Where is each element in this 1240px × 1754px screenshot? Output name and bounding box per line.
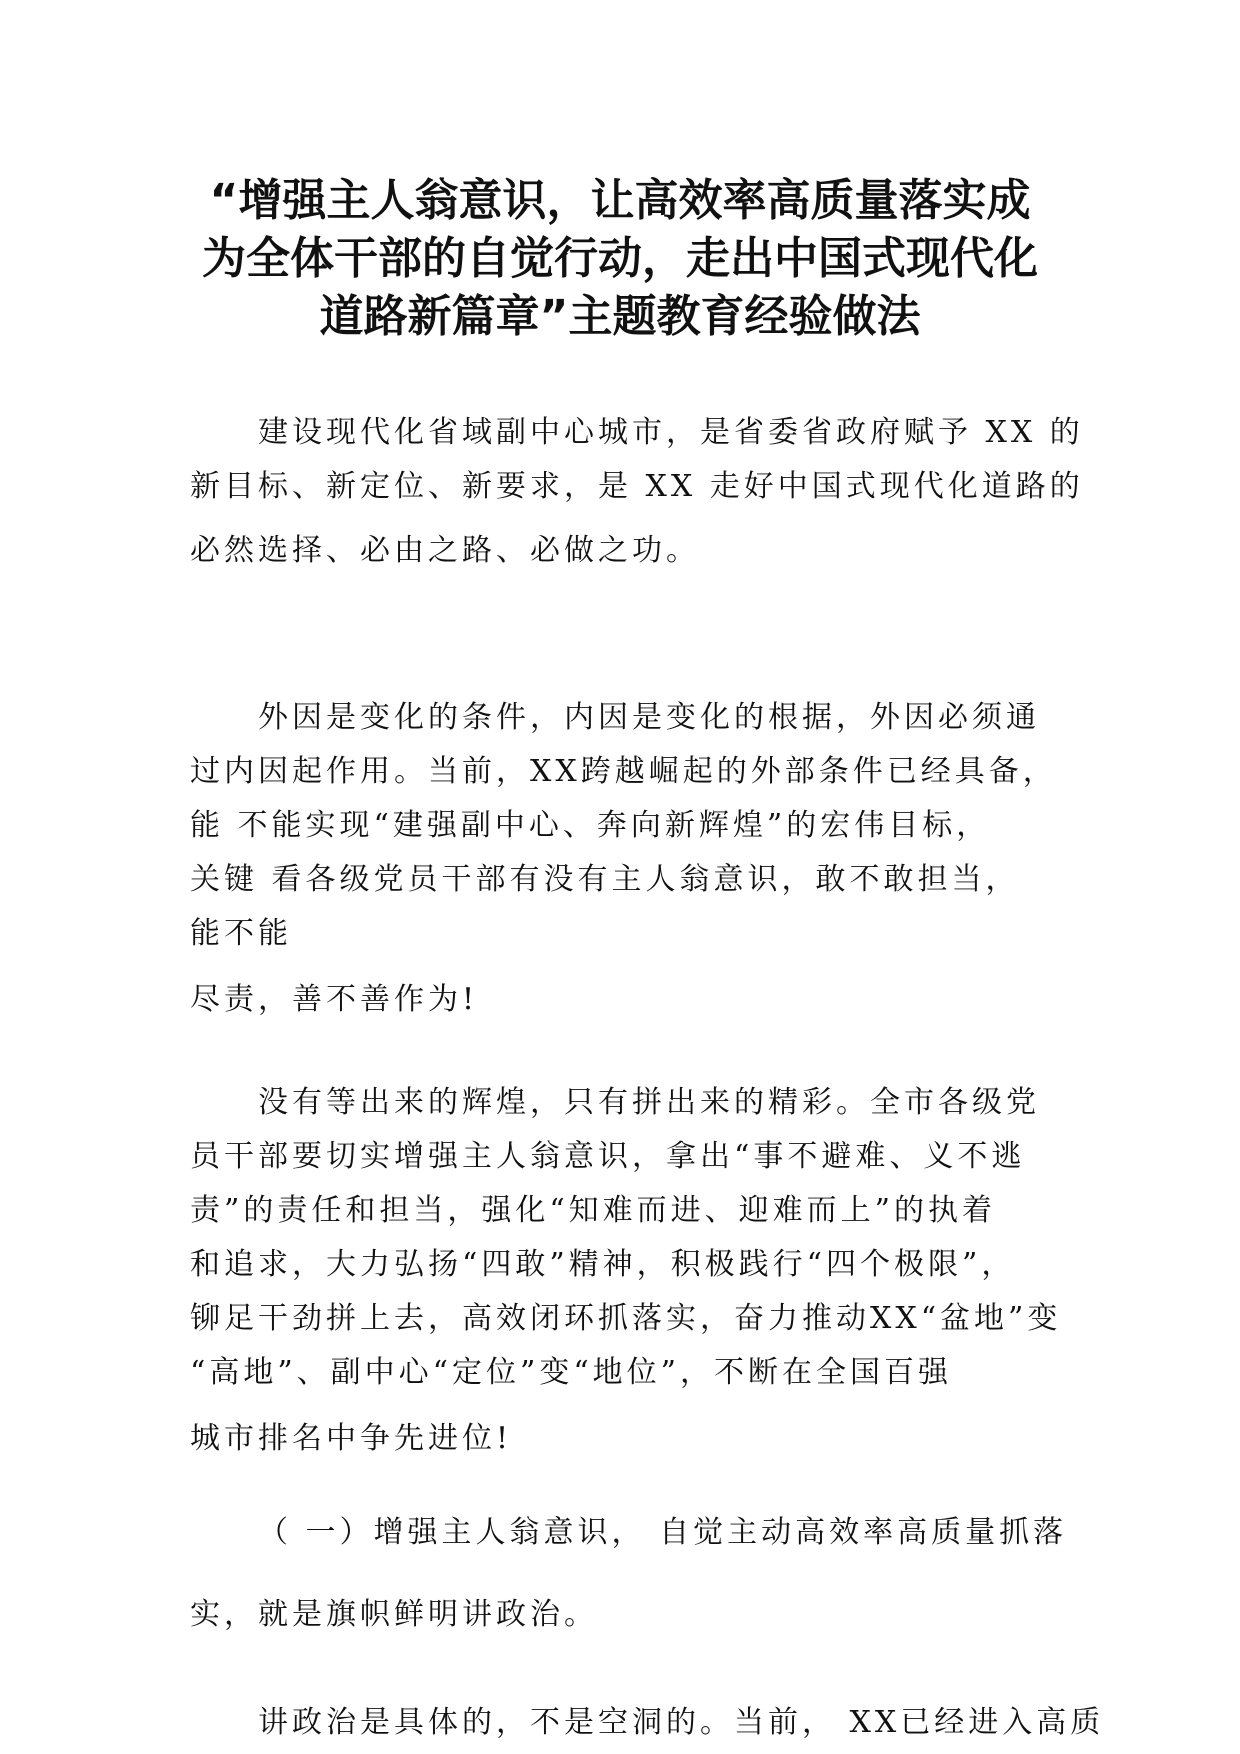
paragraph-line: 能不能 [190, 916, 292, 951]
paragraph-line: 实，就是旗帜鲜明讲政治。 [190, 1597, 598, 1632]
title-line-1: “增强主人翁意识，让高效率高质量落实成 [209, 175, 1031, 226]
paragraph-line: 讲政治是具体的，不是空洞的。当前， XX已经进入高质 [258, 1705, 1105, 1740]
paragraph-3 [190, 1085, 1062, 1456]
paragraph-line: 必然选择、必由之路、必做之功。 [190, 533, 700, 568]
paragraph-line: 尽责，善不善作为! [190, 982, 479, 1017]
paragraph-line: 关键 看各级党员干部有没有主人翁意识，敢不敢担当， [190, 862, 1020, 897]
paragraph-line: 过内因起作用。当前，XX跨越崛起的外部条件已经具备， [190, 754, 1057, 789]
paragraph-line: （ 一）增强主人翁意识， 自觉主动高效率高质量抓落 [258, 1515, 1068, 1550]
paragraph-2 [190, 700, 1060, 1017]
paragraph-5 [190, 1705, 1105, 1740]
paragraph-line: 和追求，大力弘扬“四敢”精神，积极践行“四个极限”， [190, 1247, 1016, 1282]
paragraph-line: 建设现代化省域副中心城市，是省委省政府赋予 XX 的 [258, 415, 1084, 450]
paragraph-line: 能 不能实现“建强副中心、奔向新辉煌”的宏伟目标， [190, 808, 991, 843]
paragraph-line: 责”的责任和担当，强化“知难而进、迎难而上”的执着 [190, 1193, 997, 1228]
document-title [150, 172, 1090, 346]
paragraph-line: 铆足干劲拼上去，高效闭环抓落实，奋力推动XX“盆地”变 [190, 1301, 1062, 1336]
paragraph-line: 新目标、新定位、新要求，是 XX 走好中国式现代化道路的 [190, 469, 1084, 504]
paragraph-line: 员干部要切实增强主人翁意识，拿出“事不避难、义不逃 [190, 1139, 1026, 1174]
title-line-2: 为全体干部的自觉行动，走出中国式现代化 [202, 233, 1038, 284]
paragraph-line: 城市排名中争先进位! [190, 1421, 513, 1456]
paragraph-1 [190, 415, 1084, 568]
paragraph-line: “高地”、副中心“定位”变“地位”，不断在全国百强 [190, 1355, 953, 1390]
paragraph-line: 外因是变化的条件，内因是变化的根据，外因必须通 [258, 700, 1040, 735]
paragraph-line: 没有等出来的辉煌，只有拼出来的精彩。全市各级党 [258, 1085, 1040, 1120]
title-line-3: 道路新篇章”主题教育经验做法 [319, 291, 921, 342]
paragraph-4 [190, 1515, 1068, 1632]
